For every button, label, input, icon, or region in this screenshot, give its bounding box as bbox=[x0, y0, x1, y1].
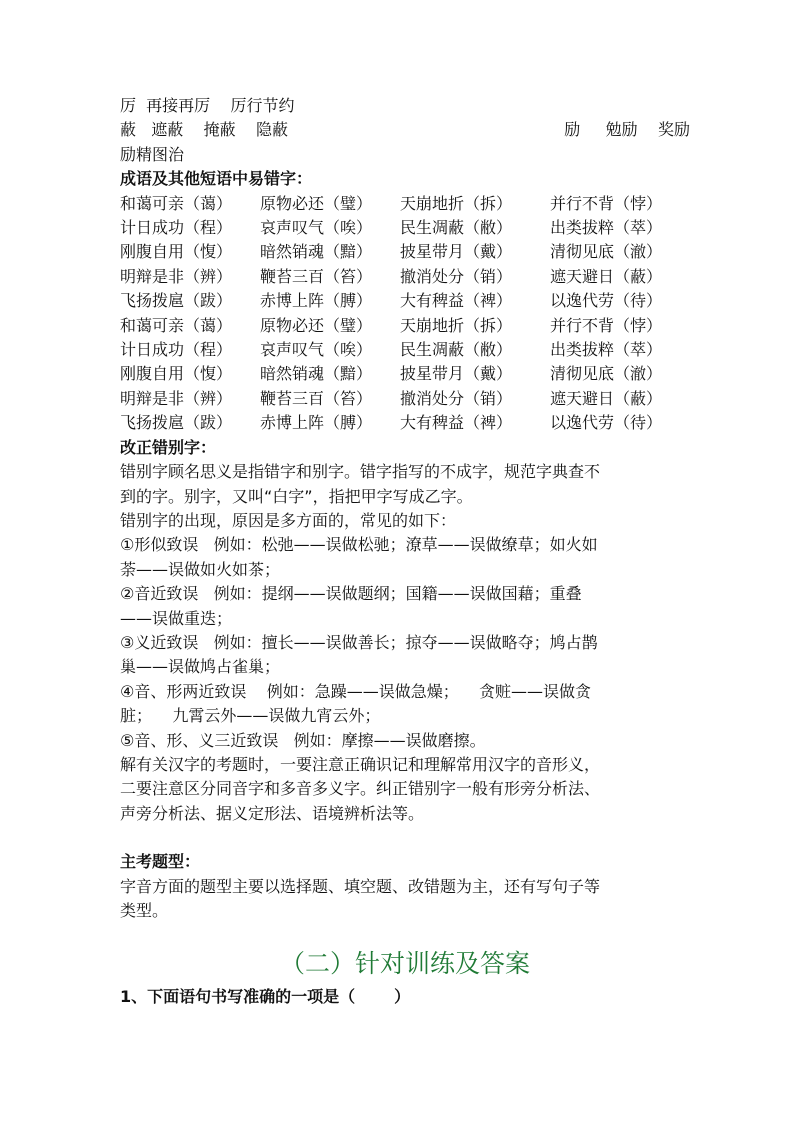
idiom-row bbox=[120, 411, 690, 435]
idiom-cell: 哀声叹气（唉） bbox=[260, 218, 373, 238]
idiom-cell: 暗然销魂（黯） bbox=[260, 364, 373, 384]
paragraph-line: ③义近致误 例如：擅长——误做善长；掠夺——误做略夺；鸠占鹊 bbox=[120, 632, 598, 652]
idiom-row bbox=[120, 387, 690, 411]
paragraph-line: 荼——误做如火如茶； bbox=[120, 559, 281, 579]
idiom-cell: 遮天避日（蔽） bbox=[550, 266, 663, 286]
paragraph-line: 解有关汉字的考题时，一要注意正确识记和理解常用汉字的音形义， bbox=[120, 754, 601, 774]
paragraph-line: ①形似致误 例如：松弛——误做松驰；潦草——误做缭草；如火如 bbox=[120, 535, 598, 555]
idiom-cell: 出类拔粹（萃） bbox=[550, 218, 663, 238]
section-title: （二）针对训练及答案 bbox=[279, 949, 530, 979]
heading-idioms: 成语及其他短语中易错字： bbox=[120, 169, 313, 189]
idiom-row bbox=[120, 362, 690, 386]
explanation-paragraph bbox=[120, 460, 690, 826]
idiom-cell: 明辩是非（辨） bbox=[120, 388, 233, 408]
idiom-cell: 原物必还（璧） bbox=[260, 315, 373, 335]
idiom-row bbox=[120, 289, 690, 313]
idiom-cell: 和蔼可亲（蔼） bbox=[120, 193, 233, 213]
idiom-cell: 出类拔粹（萃） bbox=[550, 340, 663, 360]
idiom-cell: 撤消处分（销） bbox=[400, 266, 513, 286]
document-page bbox=[120, 94, 690, 1009]
text-left: 蔽 遮蔽 掩蔽 隐蔽 bbox=[120, 120, 288, 140]
idiom-cell: 飞扬拨扈（跋） bbox=[120, 413, 233, 433]
heading-correct: 改正错别字： bbox=[120, 437, 217, 457]
idiom-cell: 大有稗益（裨） bbox=[400, 413, 513, 433]
idiom-cell: 撤消处分（销） bbox=[400, 388, 513, 408]
idiom-cell: 明辩是非（辨） bbox=[120, 266, 233, 286]
idiom-cell: 大有稗益（裨） bbox=[400, 291, 513, 311]
paragraph-line: ——误做重迭； bbox=[120, 608, 233, 628]
paragraph-line: 到的字。别字，又叫“白字”，指把甲字写成乙字。 bbox=[120, 486, 473, 506]
idiom-cell: 以逸代劳（待） bbox=[550, 291, 663, 311]
paragraph-line: ②音近致误 例如：提纲——误做题纲；国籍——误做国藉；重叠 bbox=[120, 584, 582, 604]
idiom-row bbox=[120, 265, 690, 289]
idiom-row bbox=[120, 314, 690, 338]
paragraph-line: 脏； 九霄云外——误做九宵云外； bbox=[120, 706, 381, 726]
idiom-cell: 遮天避日（蔽） bbox=[550, 388, 663, 408]
paragraph-line: 错别字顾名思义是指错字和别字。错字指写的不成字，规范字典查不 bbox=[120, 462, 601, 482]
paragraph-line: 声旁分析法、据义定形法、语境辨析法等。 bbox=[120, 803, 425, 823]
types-paragraph bbox=[120, 875, 690, 924]
idiom-cell: 以逸代劳（待） bbox=[550, 413, 663, 433]
paragraph-line: 字音方面的题型主要以选择题、填空题、改错题为主，还有写句子等 bbox=[120, 876, 601, 896]
idiom-cell: 天崩地折（拆） bbox=[400, 315, 513, 335]
idiom-cell: 民生凋蔽（敝） bbox=[400, 218, 513, 238]
idiom-table bbox=[120, 192, 690, 436]
idiom-cell: 原物必还（璧） bbox=[260, 193, 373, 213]
idiom-cell: 民生凋蔽（敝） bbox=[400, 340, 513, 360]
idiom-cell: 披星带月（戴） bbox=[400, 364, 513, 384]
idiom-cell: 鞭苔三百（笞） bbox=[260, 388, 373, 408]
idiom-cell: 暗然销魂（黯） bbox=[260, 242, 373, 262]
idiom-cell: 赤博上阵（膊） bbox=[260, 413, 373, 433]
idiom-cell: 披星带月（戴） bbox=[400, 242, 513, 262]
idiom-row bbox=[120, 216, 690, 240]
idiom-cell: 和蔼可亲（蔼） bbox=[120, 315, 233, 335]
paragraph-line: ⑤音、形、义三近致误 例如：摩擦——误做磨擦。 bbox=[120, 730, 486, 750]
text-line: 励精图治 bbox=[120, 144, 185, 164]
idiom-row bbox=[120, 338, 690, 362]
text-right: 励 勉励 奖励 bbox=[564, 120, 690, 140]
text-line: 厉 再接再厉 厉行节约 bbox=[120, 96, 295, 115]
text-line-split bbox=[120, 118, 690, 142]
idiom-cell: 并行不背（悖） bbox=[550, 193, 663, 213]
heading-types: 主考题型： bbox=[120, 852, 201, 872]
idiom-cell: 并行不背（悖） bbox=[550, 315, 663, 335]
paragraph-line: 巢——误做鸠占雀巢； bbox=[120, 657, 281, 677]
idiom-row bbox=[120, 240, 690, 264]
idiom-cell: 天崩地折（拆） bbox=[400, 193, 513, 213]
idiom-cell: 鞭苔三百（笞） bbox=[260, 266, 373, 286]
idiom-cell: 赤博上阵（膊） bbox=[260, 291, 373, 311]
idiom-cell: 清彻见底（澈） bbox=[550, 364, 663, 384]
idiom-cell: 刚腹自用（愎） bbox=[120, 364, 233, 384]
question-1: 1、下面语句书写准确的一项是（ ） bbox=[120, 987, 411, 1007]
idiom-cell: 哀声叹气（唉） bbox=[260, 340, 373, 360]
paragraph-line: 类型。 bbox=[120, 901, 169, 920]
paragraph-line: 错别字的出现，原因是多方面的，常见的如下： bbox=[120, 510, 457, 530]
paragraph-line: ④音、形两近致误 例如：急躁——误做急燥； 贪赃——误做贪 bbox=[120, 681, 592, 701]
spacer bbox=[120, 826, 690, 850]
idiom-cell: 清彻见底（澈） bbox=[550, 242, 663, 262]
paragraph-line: 二要注意区分同音字和多音多义字。纠正错别字一般有形旁分析法、 bbox=[120, 779, 601, 799]
idiom-cell: 计日成功（程） bbox=[120, 218, 233, 238]
idiom-cell: 刚腹自用（愎） bbox=[120, 242, 233, 262]
idiom-cell: 计日成功（程） bbox=[120, 340, 233, 360]
idiom-cell: 飞扬拨扈（跋） bbox=[120, 291, 233, 311]
idiom-row bbox=[120, 192, 690, 216]
